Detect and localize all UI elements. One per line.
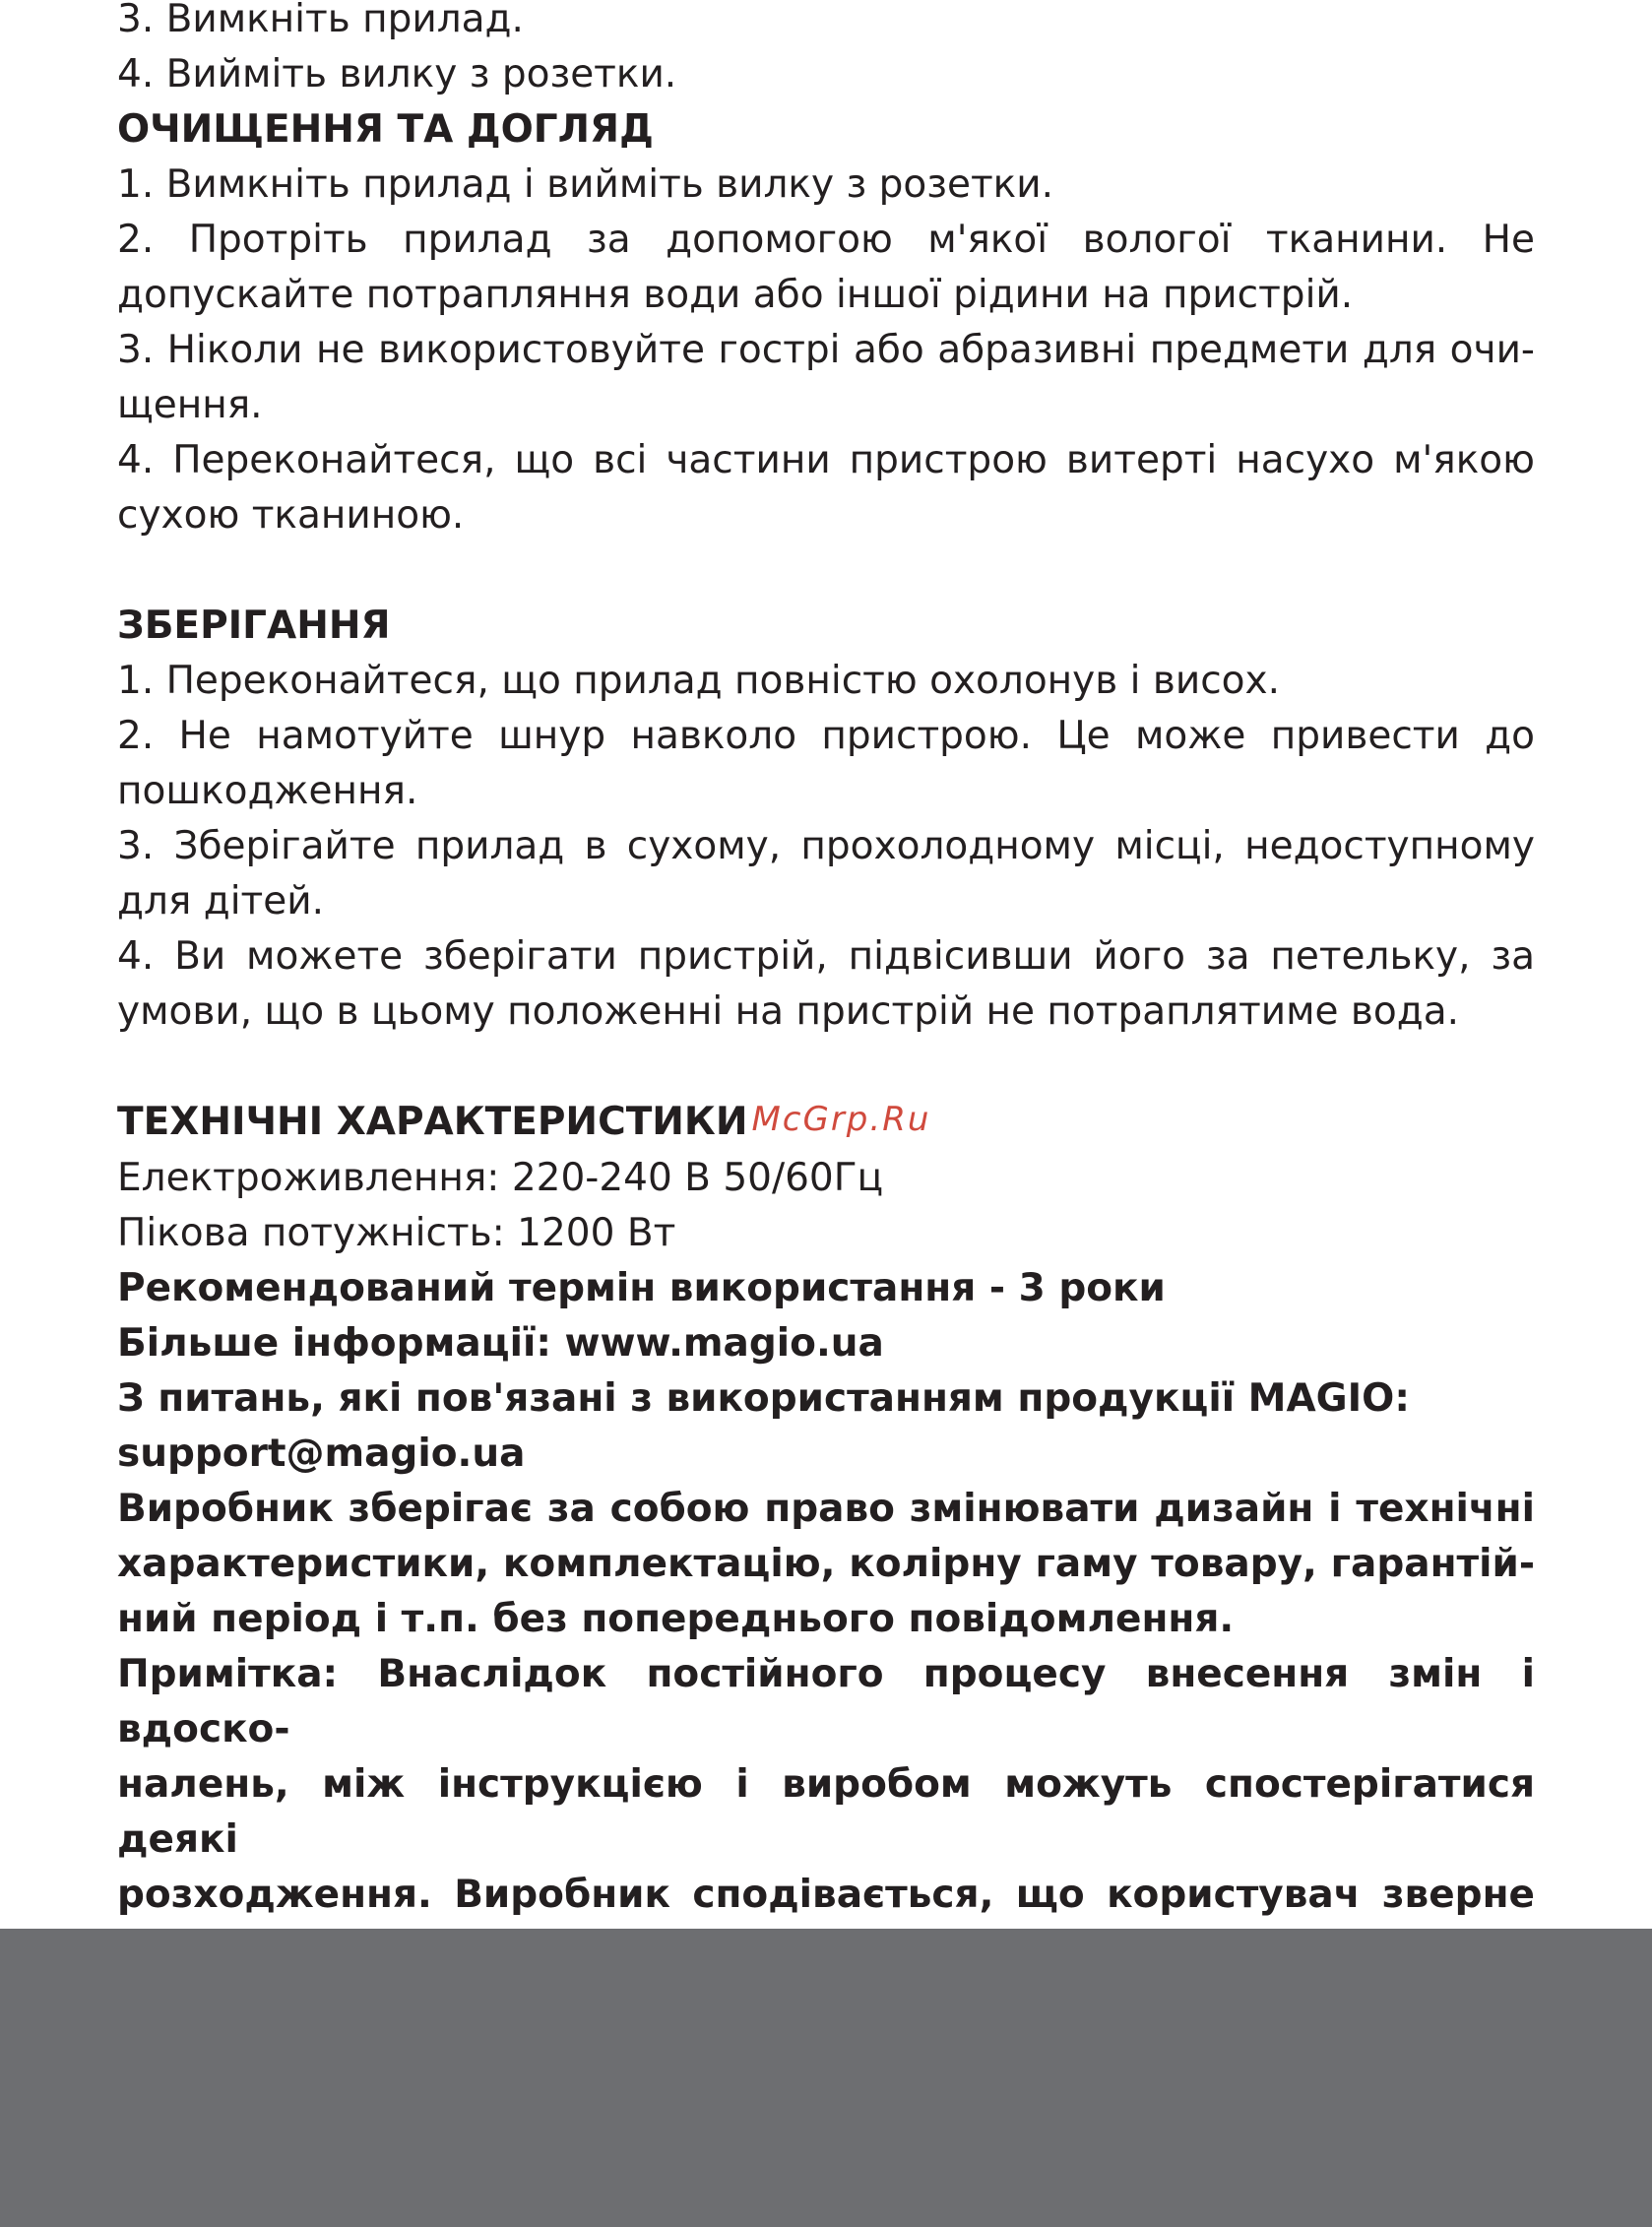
cleaning-item-2-line-1: 2. Протріть прилад за допомогою м'якої вологої тканини. Не xyxy=(117,218,1535,262)
spec-support-email: support@magio.ua xyxy=(117,1432,526,1476)
cleaning-item-4-line-1: 4. Переконайтеся, що всі частини пристрою витерті насухо м'якою xyxy=(117,438,1535,482)
cleaning-item-3-line-1: 3. Ніколи не використовуйте гострі або абразивні предмети для очи- xyxy=(117,328,1535,372)
note-line-2: налень, між інструкцією і виробом можуть спостерігатися деякі xyxy=(117,1762,1535,1862)
spec-peak-power: Пікова потужність: 1200 Вт xyxy=(117,1211,676,1255)
cleaning-heading: ОЧИЩЕННЯ ТА ДОГЛЯД xyxy=(117,107,654,152)
watermark-text: McGrp.Ru xyxy=(751,1100,931,1139)
storage-item-2-line-2: пошкодження. xyxy=(117,769,418,813)
storage-heading: ЗБЕРІГАННЯ xyxy=(117,604,391,648)
storage-item-3-line-2: для дітей. xyxy=(117,879,325,923)
manual-page-content xyxy=(117,0,1535,2033)
cleaning-item-2-line-2: допускайте потрапляння води або іншої рідини на пристрій. xyxy=(117,273,1354,317)
rights-line-1: Виробник зберігає за собою право змінювати дизайн і технічні xyxy=(117,1487,1535,1531)
cleaning-item-3-line-2: щення. xyxy=(117,383,263,427)
storage-item-3-line-1: 3. Зберігайте прилад в сухому, прохолодному місці, недоступному xyxy=(117,824,1535,868)
rights-line-3: ний період і т.п. без попереднього повідомлення. xyxy=(117,1597,1235,1641)
spec-service-life: Рекомендований термін використання - 3 роки xyxy=(117,1266,1166,1310)
rights-line-2: характеристики, комплектацію, колірну гаму товару, гарантій- xyxy=(117,1542,1535,1586)
note-line-3: розходження. Виробник сподівається, що користувач зверне xyxy=(117,1873,1535,1917)
intro-step-4: 4. Вийміть вилку з розетки. xyxy=(117,52,677,96)
spec-more-info: Більше інформації: www.magio.ua xyxy=(117,1321,884,1366)
storage-item-4-line-1: 4. Ви можете зберігати пристрій, підвісивши його за петельку, за xyxy=(117,934,1535,979)
specs-heading-row xyxy=(117,1095,1535,1151)
specs-heading: ТЕХНІЧНІ ХАРАКТЕРИСТИКИ xyxy=(117,1100,748,1144)
cleaning-item-4-line-2: сухою тканиною. xyxy=(117,493,465,538)
section-spacer xyxy=(117,1040,1535,1095)
cleaning-item-1: 1. Вимкніть прилад і вийміть вилку з розетки. xyxy=(117,162,1053,207)
spec-power-supply: Електроживлення: 220-240 В 50/60Гц xyxy=(117,1156,884,1200)
intro-step-3: 3. Вимкніть прилад. xyxy=(117,0,524,41)
storage-item-1: 1. Переконайтеся, що прилад повністю охолонув і висох. xyxy=(117,659,1280,703)
note-line-1: Примітка: Внаслідок постійного процесу внесення змін і вдоско- xyxy=(117,1652,1535,1751)
spec-support-line-1: З питань, які пов'язані з використанням продукції MAGIO: xyxy=(117,1376,1410,1421)
storage-item-4-line-2: умови, що в цьому положенні на пристрій не потраплятиме вода. xyxy=(117,989,1460,1034)
footer-band xyxy=(0,1929,1652,2227)
storage-item-2-line-1: 2. Не намотуйте шнур навколо пристрою. Це може привести до xyxy=(117,714,1535,758)
section-spacer xyxy=(117,543,1535,599)
